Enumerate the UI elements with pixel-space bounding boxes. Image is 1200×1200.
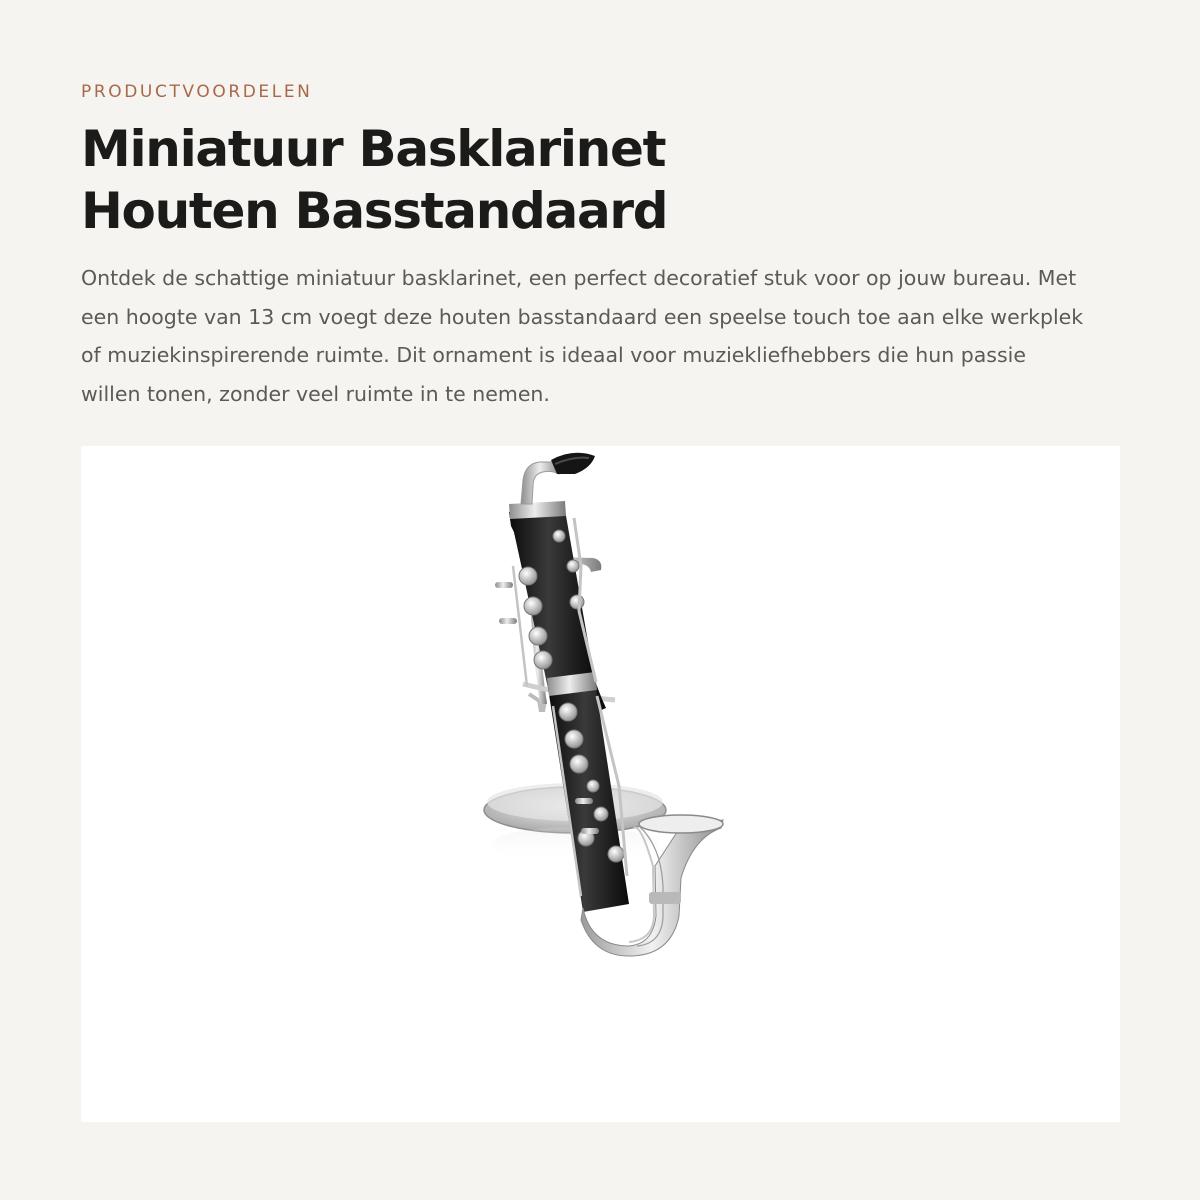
product-description: Ontdek de schattige miniatuur basklarinet, een perfect decoratief stuk voor op jouw bureau. Met een hoogte van 13 cm voegt deze houten basstandaard een speelse touch toe aan elke werkplek of muziekinspirerende ruimte. Dit ornament is ideaal voor muziekliefhebbers die hun passie willen tonen, zonder veel ruimte in te nemen.	[81, 266, 1084, 406]
product-title-line-2: Houten Basstandaard	[81, 182, 668, 240]
product-benefits-section	[81, 0, 1120, 1200]
section-eyebrow: PRODUCTVOORDELEN	[81, 82, 313, 102]
product-title	[81, 118, 667, 242]
bass-clarinet-illustration	[81, 446, 1120, 1122]
mouthpiece	[521, 453, 595, 504]
product-image	[81, 446, 1120, 1122]
product-title-line-1: Miniatuur Basklarinet	[81, 120, 666, 178]
